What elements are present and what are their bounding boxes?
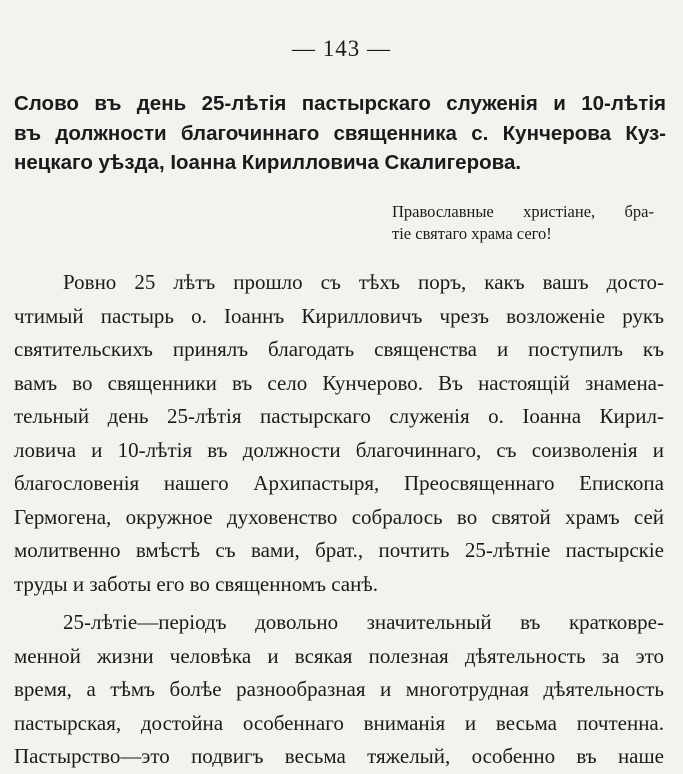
text-line: ловича и 10-лѣтія въ должности благочиннаго, съ соизволенія и — [14, 437, 664, 462]
text-line: Гермогена, окружное духовенство собралось во святой храмъ сей — [14, 504, 664, 529]
text-line: чтимый пастырь о. Іоаннъ Кирилловичъ чрезъ возложеніе рукъ — [14, 303, 664, 328]
text-line: благословенія нашего Архипастыря, Преосвященнаго Епископа — [14, 471, 664, 495]
title-line: Слово въ день 25-лѣтія пастырскаго служенія и 10-лѣтія — [14, 92, 666, 115]
sermon-title — [14, 89, 666, 178]
text-line: пастырская, достойна особеннаго вниманія и весьма почтенна. — [14, 710, 664, 735]
epigraph — [392, 201, 654, 245]
page-number: — 143 — — [292, 36, 391, 61]
text-line: время, а тѣмъ болѣе разнообразная и многотрудная дѣятельность — [14, 677, 664, 701]
title-line: въ должности благочиннаго священника с. Кунчерова Куз- — [14, 121, 666, 145]
paragraph — [14, 606, 664, 774]
text-line: 25-лѣтіе—періодъ довольно значительный въ кратковре- — [63, 610, 664, 634]
epigraph-line: тіе святаго храма сего! — [392, 224, 552, 243]
text-line: святительскихъ принялъ благодать священства и поступилъ къ — [14, 337, 664, 361]
text-line: Пастырство—это подвигъ весьма тяжелый, особенно въ наше — [14, 744, 664, 768]
text-line: тельный день 25-лѣтія пастырскаго служенія о. Іоанна Кирил- — [14, 404, 664, 428]
body-text — [14, 266, 664, 774]
epigraph-line: Православные христіане, бра- — [392, 202, 654, 221]
text-line: молитвенно вмѣстѣ съ вами, брат., почтить 25-лѣтніе пастырскіе — [14, 538, 664, 562]
text-line: труды и заботы его во священномъ санѣ. — [14, 571, 378, 596]
text-line: вамъ во священники въ село Кунчерово. Въ настоящій знамена- — [14, 370, 664, 395]
title-line: нецкаго уѣзда, Іоанна Кирилловича Скалигерова. — [14, 151, 522, 174]
text-line: Ровно 25 лѣтъ прошло съ тѣхъ поръ, какъ вашъ досто- — [63, 270, 664, 294]
paragraph — [14, 266, 664, 601]
text-line: менной жизни человѣка и всякая полезная дѣятельность за это — [14, 643, 664, 668]
